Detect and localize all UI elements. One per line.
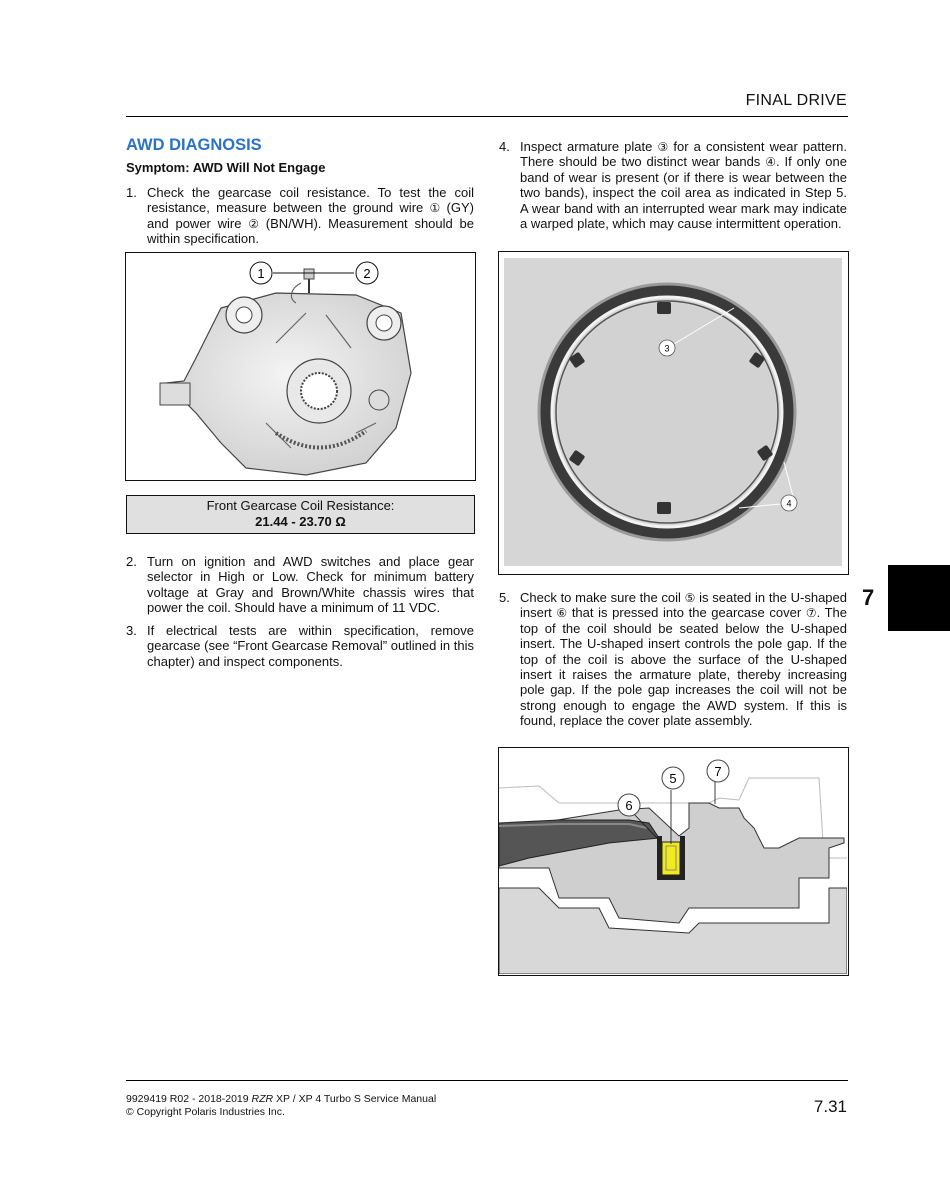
callout-4-ref: ④ xyxy=(765,155,776,170)
step-3 xyxy=(126,623,474,669)
callout-2: 2 xyxy=(363,266,371,281)
armature-plate-figure xyxy=(498,251,849,575)
callout-7: 7 xyxy=(714,764,722,779)
callout-4: 4 xyxy=(786,498,792,509)
step-5 xyxy=(499,590,847,729)
gearcase-figure xyxy=(125,252,476,481)
symptom-heading: Symptom: AWD Will Not Engage xyxy=(126,160,326,175)
running-header: FINAL DRIVE xyxy=(745,92,847,109)
armature-plate-photo xyxy=(499,252,847,573)
step-number: 1. xyxy=(126,185,137,200)
chapter-number: 7 xyxy=(862,585,875,610)
step-number: 5. xyxy=(499,590,510,605)
section-title: AWD DIAGNOSIS xyxy=(126,136,262,154)
callout-2-ref: ② xyxy=(248,216,260,231)
gearcase-illustration xyxy=(126,253,474,479)
step-text: Turn on ignition and AWD switches and place gear selector in High or Low. Check for minimum battery voltage at Gray and Brown/White chassis wires that power the coil. Should have a minimum of 11 VDC. xyxy=(147,554,474,616)
step-1 xyxy=(126,185,474,247)
callout-3-ref: ③ xyxy=(657,140,669,154)
footer-divider xyxy=(126,1080,848,1081)
callout-5-ref: ⑤ xyxy=(684,591,696,605)
step-text: Inspect armature plate ③ for a consistent wear pattern. There should be two distinct wear bands ④. If only one band of wear is present (or if there is wear between the two bands), inspect the coil area as indicated in Step 5. A wear band with an interrupted wear mark may indicate a warped plate, which may cause intermittent operation. xyxy=(520,139,847,232)
step-text: Check the gearcase coil resistance. To test the coil resistance, measure between the ground wire ① (GY) and power wire ② (BN/WH). Measurement should be within specification. xyxy=(147,185,474,247)
chapter-tab xyxy=(888,565,950,631)
callout-1-ref: ① xyxy=(429,201,441,216)
step-number: 4. xyxy=(499,139,510,154)
header-divider xyxy=(126,116,848,117)
page-number: 7.31 xyxy=(813,1097,847,1116)
spec-box xyxy=(126,495,475,534)
step-text: If electrical tests are within specification, remove gearcase (see “Front Gearcase Removal” outlined in this chapter) and inspect components. xyxy=(147,623,474,669)
spec-value: 21.44 - 23.70 Ω xyxy=(255,514,346,529)
callout-6-ref: ⑥ xyxy=(556,606,568,621)
coil-section-illustration xyxy=(499,748,847,974)
step-number: 2. xyxy=(126,554,137,569)
footer-doc-number: 9929419 R02 - 2018-2019 RZR XP / XP 4 Turbo S Service Manual xyxy=(126,1093,437,1105)
coil-section-figure xyxy=(498,747,849,976)
step-2 xyxy=(126,554,474,616)
callout-6: 6 xyxy=(625,798,633,813)
callout-1: 1 xyxy=(257,266,265,281)
callout-5: 5 xyxy=(669,771,677,786)
footer-copyright: © Copyright Polaris Industries Inc. xyxy=(126,1106,285,1118)
step-number: 3. xyxy=(126,623,137,638)
spec-label: Front Gearcase Coil Resistance: xyxy=(206,498,395,513)
step-text: Check to make sure the coil ⑤ is seated in the U-shaped insert ⑥ that is pressed into the gearcase cover ⑦. The top of the coil should be seated below the U-shaped insert. The U-shaped insert controls the pole gap. If the top of the coil is above the surface of the U-shaped insert it raises the armature plate, thereby increasing pole gap. If the pole gap increases the coil will not be strong enough to engage the AWD system. If this is found, replace the cover plate assembly. xyxy=(520,590,847,729)
step-4 xyxy=(499,139,847,231)
callout-7-ref: ⑦ xyxy=(805,606,817,621)
callout-3: 3 xyxy=(664,343,670,354)
